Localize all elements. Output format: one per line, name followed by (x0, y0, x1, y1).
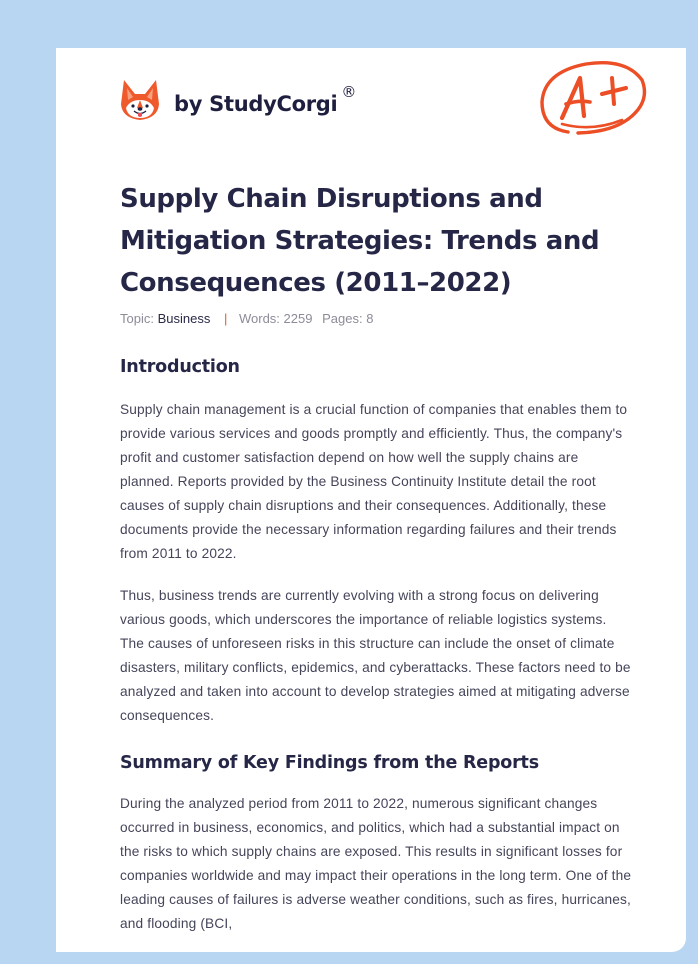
paragraph: During the analyzed period from 2011 to 2022, numerous significant changes occurred in business, economics, and politics, which had a substantial impact on the risks to which supply chains are exposed. This results in significant losses for companies worldwide and may impact their operations in the long term. One of the leading causes of failures is adverse weather conditions, such as fires, hurricanes, and flooding (BCI, (120, 796, 632, 931)
page-title: Supply Chain Disruptions and Mitigation Strategies: Trends and Consequences (2011–2022) (120, 184, 600, 298)
page-count (322, 311, 373, 326)
document-card (56, 48, 686, 952)
topic-label: Topic: (120, 311, 154, 326)
word-count (239, 311, 312, 326)
corgi-logo-icon[interactable] (120, 78, 160, 122)
site-header (120, 72, 356, 128)
article-body (120, 352, 632, 936)
meta-separator: | (223, 311, 228, 326)
paragraph: Supply chain management is a crucial function of companies that enables them to provide various services and goods promptly and efficiently. Thus, the company's profit and customer satisfaction depend on how well the supply chains are planned. Reports provided by the Business Continuity Institute detail the root causes of supply chain disruptions and their consequences. Additionally, these documents provide the necessary information regarding failures and their trends from 2011 to 2022. (120, 402, 628, 561)
section-heading-summary: Summary of Key Findings from the Reports (120, 753, 539, 773)
words-value: 2259 (283, 311, 313, 326)
paragraph: Thus, business trends are currently evolving with a strong focus on delivering various goods, which underscores the importance of reliable logistics systems. The causes of unforeseen risks in this structure can include the onset of climate disasters, military conflicts, epidemics, and cyberattacks. These factors need to be analyzed and taken into account to develop strategies aimed at mitigating adverse consequences. (120, 588, 631, 723)
registered-mark: ® (341, 83, 357, 101)
pages-value: 8 (366, 311, 374, 326)
brand-name[interactable]: by StudyCorgi (174, 92, 338, 116)
article-meta (120, 311, 373, 326)
a-plus-grade-icon (538, 58, 648, 138)
words-label: Words: (238, 311, 280, 326)
topic-link[interactable]: Business (157, 311, 211, 326)
section-heading-introduction: Introduction (120, 357, 240, 377)
pages-label: Pages: (322, 311, 363, 326)
